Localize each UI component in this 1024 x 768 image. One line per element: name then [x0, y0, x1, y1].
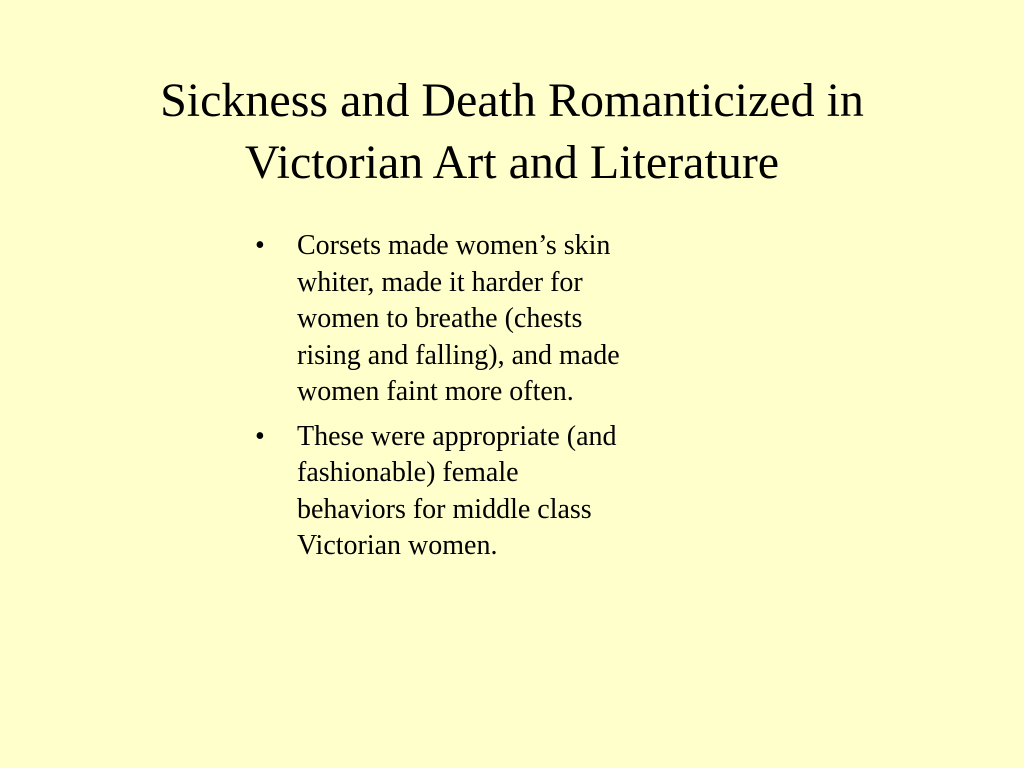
- bullet-text: Corsets made women’s skin whiter, made it harder for women to breathe (chests rising and falling), and made women faint more often.: [297, 230, 620, 407]
- bullet-icon: •: [255, 420, 265, 452]
- bullet-item: [255, 419, 630, 565]
- slide-title-line-1: Sickness and Death Romanticized in: [160, 74, 864, 127]
- slide-title: [60, 70, 964, 194]
- bullet-item: [255, 228, 630, 411]
- bullet-list: [255, 228, 630, 573]
- bullet-icon: •: [255, 230, 265, 261]
- slide-title-line-2: Victorian Art and Literature: [244, 136, 780, 189]
- bullet-text: These were appropriate (and fashionable) female behaviors for middle class Victorian women.: [297, 420, 617, 561]
